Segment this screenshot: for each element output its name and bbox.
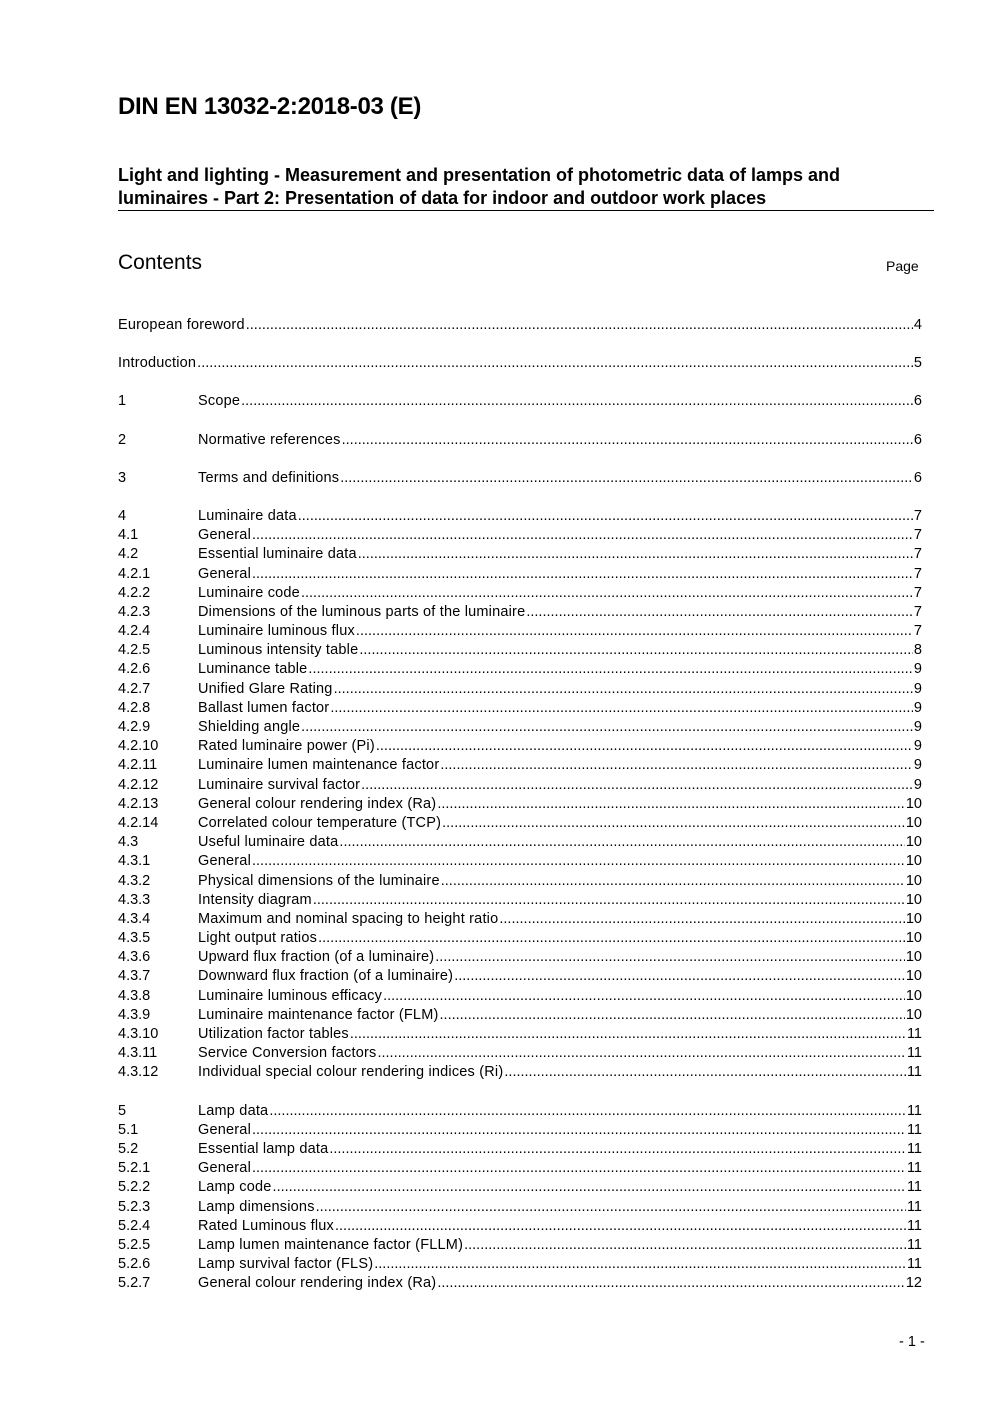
toc-entry-number: 5.2.6: [118, 1256, 151, 1273]
toc-entry-page: 7: [913, 584, 922, 601]
toc-entry-page: 11: [906, 1140, 922, 1157]
toc-entry-title: Rated Luminous flux: [198, 1217, 334, 1234]
toc-entry[interactable]: [118, 1198, 922, 1217]
toc-entry[interactable]: [118, 660, 922, 679]
toc-entry-title: Lamp data: [198, 1102, 269, 1119]
toc-entry-title: Luminaire code: [198, 584, 300, 601]
toc-entry-page: 10: [905, 930, 922, 947]
toc-entry-number: 4.2.7: [118, 680, 151, 697]
toc-entry-title: Luminaire luminous flux: [198, 623, 355, 640]
toc-entry-page: 11: [906, 1236, 922, 1253]
toc-entry-number: 5.2.3: [118, 1198, 151, 1215]
toc-dot-leader: [376, 737, 913, 756]
toc-entry-number: 5.2.7: [118, 1275, 151, 1292]
toc-entry-page: 10: [905, 987, 922, 1004]
toc-dot-leader: [246, 316, 913, 335]
toc-dot-leader: [197, 354, 913, 373]
toc-entry[interactable]: [118, 545, 922, 564]
toc-entry-page: 11: [906, 1064, 922, 1081]
toc-dot-leader: [316, 1198, 906, 1217]
toc-entry-title: Luminaire data: [198, 507, 297, 524]
toc-dot-leader: [273, 1178, 906, 1197]
toc-entry-number: 5.2.5: [118, 1236, 151, 1253]
toc-entry-title: Useful luminaire data: [198, 834, 339, 851]
toc-dot-leader: [252, 526, 913, 545]
toc-entry-page: 7: [913, 507, 922, 524]
toc-entry-number: 4.2: [118, 546, 139, 563]
toc-entry[interactable]: [118, 1102, 922, 1121]
toc-dot-leader: [340, 469, 913, 488]
toc-dot-leader: [356, 622, 913, 641]
toc-dot-leader: [329, 1140, 906, 1159]
toc-entry-page: 11: [906, 1256, 922, 1273]
toc-entry-title: General: [198, 1160, 251, 1177]
toc-entry-page: 10: [905, 814, 922, 831]
toc-entry-page: 7: [913, 565, 922, 582]
toc-entry-page: 11: [906, 1160, 922, 1177]
toc-entry-title: Physical dimensions of the luminaire: [198, 872, 440, 889]
toc-entry[interactable]: [118, 1274, 922, 1293]
toc-dot-leader: [504, 1063, 906, 1082]
toc-entry[interactable]: [118, 1025, 922, 1044]
toc-dot-leader: [350, 1025, 906, 1044]
toc-entry-title: General: [198, 853, 251, 870]
toc-entry-title: Terms and definitions: [198, 469, 340, 486]
toc-entry-title: Ballast lumen factor: [198, 699, 330, 716]
toc-dot-leader: [298, 507, 913, 526]
toc-entry-title: Introduction: [118, 355, 197, 372]
toc-entry-title: Upward flux fraction (of a luminaire): [198, 949, 435, 966]
toc-entry-title: Dimensions of the luminous parts of the luminaire: [198, 603, 526, 620]
toc-entry-page: 12: [905, 1275, 922, 1292]
toc-entry[interactable]: [118, 756, 922, 775]
toc-entry[interactable]: [118, 641, 922, 660]
toc-entry[interactable]: [118, 872, 922, 891]
toc-entry-title: General: [198, 1121, 251, 1138]
contents-heading: Contents: [118, 251, 203, 274]
toc-entry-title: Essential luminaire data: [198, 546, 357, 563]
toc-entry-page: 7: [913, 527, 922, 544]
toc-entry-page: 8: [913, 642, 922, 659]
toc-entry[interactable]: [118, 469, 922, 488]
toc-dot-leader: [361, 776, 913, 795]
toc-entry-number: 4.3.12: [118, 1064, 159, 1081]
toc-entry-title: Rated luminaire power (Pi): [198, 738, 375, 755]
toc-dot-leader: [440, 756, 913, 775]
document-subtitle: Light and lighting - Measurement and presentation of photometric data of lamps and luminaires - Part 2: Presentation of data for indoor and outdoor work places: [118, 165, 841, 208]
toc-entry-number: 5: [118, 1102, 127, 1119]
toc-entry-title: Luminous intensity table: [198, 642, 359, 659]
toc-entry-title: Scope: [198, 393, 241, 410]
toc-entry[interactable]: [118, 316, 922, 335]
toc-entry-page: 4: [913, 317, 922, 333]
toc-entry-page: 10: [905, 968, 922, 985]
toc-entry[interactable]: [118, 392, 922, 411]
toc-entry-page: 9: [913, 757, 922, 774]
toc-entry-page: 9: [913, 776, 922, 793]
toc-dot-leader: [330, 699, 913, 718]
toc-entry[interactable]: [118, 584, 922, 603]
toc-entry[interactable]: [118, 622, 922, 641]
toc-entry-title: General: [198, 527, 251, 544]
toc-entry[interactable]: [118, 603, 922, 622]
toc-entry-number: 4.2.6: [118, 661, 151, 678]
toc-entry[interactable]: [118, 776, 922, 795]
toc-entry-number: 4.3.9: [118, 1006, 151, 1023]
toc-entry[interactable]: [118, 1044, 922, 1063]
toc-entry-number: 1: [118, 393, 127, 410]
toc-entry-page: 7: [913, 623, 922, 640]
toc-dot-leader: [437, 1274, 905, 1293]
toc-entry-page: 9: [913, 738, 922, 755]
toc-entry[interactable]: [118, 718, 922, 737]
toc-dot-leader: [441, 872, 905, 891]
toc-entry-number: 4.3.1: [118, 853, 151, 870]
toc-entry-number: 4.3.11: [118, 1045, 158, 1062]
toc-dot-leader: [464, 1236, 906, 1255]
toc-entry-number: 2: [118, 431, 127, 448]
toc-entry-number: 4.2.8: [118, 699, 151, 716]
toc-entry-title: Essential lamp data: [198, 1140, 329, 1157]
toc-entry-page: 11: [906, 1121, 922, 1138]
toc-entry[interactable]: [118, 948, 922, 967]
toc-dot-leader: [241, 392, 913, 411]
toc-entry[interactable]: [118, 1006, 922, 1025]
toc-dot-leader: [318, 929, 905, 948]
toc-dot-leader: [342, 431, 913, 450]
toc-entry-page: 11: [906, 1217, 922, 1234]
toc-entry[interactable]: [118, 507, 922, 526]
toc-dot-leader: [301, 584, 913, 603]
toc-entry[interactable]: [118, 795, 922, 814]
toc-entry[interactable]: [118, 526, 922, 545]
toc-dot-leader: [269, 1102, 906, 1121]
toc-entry-page: 11: [906, 1026, 922, 1042]
toc-entry-number: 4.2.4: [118, 623, 151, 640]
toc-dot-leader: [499, 910, 904, 929]
toc-dot-leader: [526, 603, 913, 622]
toc-dot-leader: [252, 1159, 906, 1178]
toc-entry-page: 10: [905, 853, 922, 870]
toc-entry-number: 4.2.1: [118, 565, 151, 582]
toc-entry-title: Maximum and nominal spacing to height ratio: [198, 910, 499, 927]
toc-entry-number: 4.3.3: [118, 891, 151, 908]
toc-entry-page: 9: [913, 680, 922, 697]
toc-entry-number: 4.2.14: [118, 814, 159, 831]
toc-entry-page: 10: [905, 1006, 922, 1023]
toc-entry-number: 4.3.2: [118, 872, 151, 889]
toc-entry-title: Utilization factor tables: [198, 1026, 349, 1042]
toc-entry[interactable]: [118, 1159, 922, 1178]
toc-dot-leader: [377, 1044, 905, 1063]
toc-entry-page: 9: [913, 719, 922, 735]
toc-entry-number: 5.1: [118, 1121, 139, 1138]
title-rule: [118, 210, 934, 211]
toc-entry-number: 4.3.5: [118, 930, 151, 947]
toc-entry-page: 5: [913, 355, 922, 372]
page-column-label: Page: [886, 258, 919, 274]
toc-entry-number: 4.1: [118, 527, 139, 544]
toc-entry-page: 10: [905, 949, 922, 966]
toc-entry-number: 4.3.10: [118, 1026, 159, 1042]
toc-entry-number: 4.2.9: [118, 719, 151, 735]
toc-entry-page: 11: [906, 1198, 922, 1215]
toc-entry-page: 11: [906, 1179, 922, 1196]
toc-entry-page: 7: [913, 603, 922, 620]
toc-dot-leader: [383, 987, 905, 1006]
toc-entry-number: 4.3.4: [118, 910, 151, 927]
toc-entry-title: Lamp code: [198, 1179, 272, 1196]
toc-entry-number: 3: [118, 469, 127, 486]
toc-entry-title: General colour rendering index (Ra): [198, 1275, 437, 1292]
toc-entry[interactable]: [118, 929, 922, 948]
toc-entry-page: 6: [913, 393, 922, 410]
toc-entry[interactable]: [118, 891, 922, 910]
toc-entry[interactable]: [118, 1178, 922, 1197]
toc-entry[interactable]: [118, 1121, 922, 1140]
toc-entry-title: Unified Glare Rating: [198, 680, 333, 697]
toc-dot-leader: [440, 1006, 905, 1025]
toc-entry-title: General: [198, 565, 251, 582]
toc-entry-title: Luminaire luminous efficacy: [198, 987, 383, 1004]
toc-entry-number: 5.2.4: [118, 1217, 151, 1234]
toc-dot-leader: [252, 852, 905, 871]
toc-dot-leader: [335, 1217, 906, 1236]
toc-entry-page: 11: [906, 1102, 922, 1119]
toc-entry-title: Luminaire lumen maintenance factor: [198, 757, 440, 774]
toc-entry-page: 6: [913, 469, 922, 486]
toc-dot-leader: [359, 641, 913, 660]
toc-entry-page: 10: [905, 795, 922, 812]
toc-entry[interactable]: [118, 910, 922, 929]
toc-dot-leader: [442, 814, 905, 833]
toc-entry-number: 4.2.11: [118, 757, 158, 774]
toc-entry-page: 10: [905, 834, 922, 851]
toc-entry-title: Correlated colour temperature (TCP): [198, 814, 442, 831]
toc-entry-number: 4.2.2: [118, 584, 151, 601]
toc-dot-leader: [334, 680, 913, 699]
toc-entry[interactable]: [118, 1236, 922, 1255]
toc-entry-page: 6: [913, 431, 922, 448]
toc-entry-page: 9: [913, 699, 922, 716]
toc-entry[interactable]: [118, 565, 922, 584]
toc-entry-number: 4.2.12: [118, 776, 159, 793]
toc-entry-title: Lamp survival factor (FLS): [198, 1256, 374, 1273]
toc-entry-title: Luminance table: [198, 661, 308, 678]
toc-entry[interactable]: [118, 680, 922, 699]
toc-entry-number: 4.2.10: [118, 738, 159, 755]
toc-entry-number: 4.3.7: [118, 968, 151, 985]
toc-entry-title: Lamp dimensions: [198, 1198, 315, 1215]
toc-entry-page: 10: [905, 872, 922, 889]
toc-dot-leader: [435, 948, 905, 967]
toc-entry-page: 9: [913, 661, 922, 678]
toc-entry-title: Normative references: [198, 431, 341, 448]
toc-dot-leader: [308, 660, 913, 679]
toc-entry-title: European foreword: [118, 317, 245, 333]
toc-entry-title: Downward flux fraction (of a luminaire): [198, 968, 454, 985]
table-of-contents: [118, 316, 922, 1293]
toc-entry-number: 4.3: [118, 834, 139, 851]
toc-entry-title: Individual special colour rendering indices (Ri): [198, 1064, 504, 1081]
toc-entry[interactable]: [118, 1255, 922, 1274]
toc-entry[interactable]: [118, 354, 922, 373]
toc-entry-title: Luminaire maintenance factor (FLM): [198, 1006, 439, 1023]
toc-entry[interactable]: [118, 1140, 922, 1159]
toc-entry-title: Light output ratios: [198, 930, 318, 947]
toc-entry-page: 10: [905, 891, 922, 908]
toc-entry-page: 10: [905, 910, 922, 927]
toc-entry-number: 4: [118, 507, 127, 524]
toc-entry-number: 4.2.13: [118, 795, 159, 812]
toc-dot-leader: [437, 795, 905, 814]
toc-dot-leader: [374, 1255, 906, 1274]
toc-dot-leader: [301, 718, 913, 737]
toc-entry-page: 11: [906, 1045, 922, 1062]
toc-entry-number: 5.2: [118, 1140, 139, 1157]
toc-entry-number: 5.2.2: [118, 1179, 151, 1196]
toc-dot-leader: [313, 891, 905, 910]
toc-entry[interactable]: [118, 699, 922, 718]
toc-entry-number: 4.3.6: [118, 949, 151, 966]
toc-entry[interactable]: [118, 852, 922, 871]
toc-entry-title: Shielding angle: [198, 719, 301, 735]
toc-entry-number: 5.2.1: [118, 1160, 151, 1177]
toc-entry-title: Lamp lumen maintenance factor (FLLM): [198, 1236, 464, 1253]
toc-entry-title: Intensity diagram: [198, 891, 312, 908]
toc-entry[interactable]: [118, 987, 922, 1006]
toc-entry[interactable]: [118, 1063, 922, 1082]
document-title: DIN EN 13032-2:2018-03 (E): [118, 93, 422, 120]
footer-page-number: - 1 -: [899, 1334, 925, 1350]
toc-dot-leader: [454, 967, 905, 986]
toc-entry-title: Service Conversion factors: [198, 1045, 377, 1062]
toc-entry-number: 4.3.8: [118, 987, 151, 1004]
toc-entry[interactable]: [118, 431, 922, 450]
toc-entry[interactable]: [118, 833, 922, 852]
toc-dot-leader: [252, 1121, 906, 1140]
toc-entry-number: 4.2.3: [118, 603, 151, 620]
toc-entry-number: 4.2.5: [118, 642, 151, 659]
toc-entry[interactable]: [118, 737, 922, 756]
toc-entry-title: General colour rendering index (Ra): [198, 795, 437, 812]
toc-entry[interactable]: [118, 967, 922, 986]
toc-entry[interactable]: [118, 1217, 922, 1236]
toc-dot-leader: [252, 565, 913, 584]
toc-dot-leader: [358, 545, 913, 564]
toc-dot-leader: [339, 833, 904, 852]
toc-entry[interactable]: [118, 814, 922, 833]
toc-entry-page: 7: [913, 546, 922, 563]
toc-entry-title: Luminaire survival factor: [198, 776, 361, 793]
